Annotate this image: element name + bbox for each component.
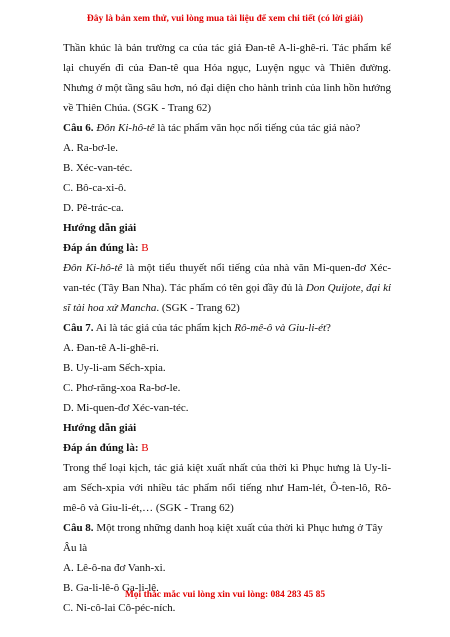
q7-option-a: A. Đan-tê A-li-ghê-ri. — [63, 342, 159, 354]
q6-option-c: C. Bô-ca-xi-ô. — [63, 182, 127, 194]
q6-option-b: B. Xéc-van-téc. — [63, 162, 133, 174]
q6-option-d: D. Pê-trác-ca. — [63, 202, 124, 214]
q7-option-c: C. Phơ-răng-xoa Ra-bơ-le. — [63, 382, 181, 394]
answer-value: B — [141, 242, 149, 254]
question-number: Câu 8. — [63, 522, 94, 534]
q6-answer-line — [63, 238, 391, 258]
question-7 — [63, 318, 391, 338]
work-title: Rô-mê-ô và Giu-li-ét — [234, 322, 327, 334]
work-title: Đôn Ki-hô-tê — [96, 122, 155, 134]
q7-guide-heading: Hướng dẫn giải — [63, 422, 137, 434]
q7-option-b: B. Uy-li-am Sếch-xpia. — [63, 362, 166, 374]
q7-option-d: D. Mi-quen-đơ Xéc-van-téc. — [63, 402, 189, 414]
explanation-tail: . (SGK - Trang 62) — [156, 302, 240, 314]
q7-explanation: Trong thể loại kịch, tác giả kiệt xuất nhất của thời kì Phục hưng là Uy-li-am Sếch-xpia với nhiều tác phẩm nổi tiếng như Ham-lét, Ô-ten-lô, Rô-mê-ô và Giu-li-ét,… (SGK - Trang 62) — [63, 462, 391, 514]
contact-banner: Mọi thắc mắc vui lòng xin vui lòng: 084 283 45 85 — [124, 590, 326, 600]
q6-explanation — [63, 258, 391, 318]
question-text: Ai là tác giả của tác phẩm kịch — [93, 322, 235, 334]
q7-answer-line — [63, 438, 391, 458]
question-number: Câu 6. — [63, 122, 94, 134]
document-body — [63, 38, 391, 618]
explanation-text: là một tiểu thuyết nổi tiếng của nhà văn Mi-quen-đơ Xéc-van-téc (Tây Ban Nha). Tác phẩm có tên gọi đầy đủ là — [63, 262, 391, 294]
work-title: Đôn Ki-hô-tê — [63, 262, 123, 274]
q6-option-a: A. Ra-bơ-le. — [63, 142, 118, 154]
question-text: Một trong những danh hoạ kiệt xuất của thời kì Phục hưng ở Tây Âu là — [63, 522, 383, 554]
q8-option-a: A. Lê-ô-na đơ Vanh-xi. — [63, 562, 166, 574]
preview-banner: Đây là bản xem thử, vui lòng mua tài liệu để xem chi tiết (có lời giải) — [86, 14, 364, 24]
full-title: Don Quijote, đại kỉ sĩ tài hoa xứ Mancha — [63, 282, 392, 314]
q6-guide-heading: Hướng dẫn giải — [63, 222, 137, 234]
intro-paragraph: Thần khúc là bản trường ca của tác giả Đan-tê A-li-ghê-ri. Tác phẩm kể lại chuyến đi của Đan-tê qua Hỏa ngục, Luyện ngục và Thiên đường. Nhưng ở một tầng sâu hơn, nó đại diện cho hành trình của linh hồn hướng về Thiên Chúa. (SGK - Trang 62) — [63, 42, 391, 114]
question-6 — [63, 118, 391, 138]
answer-label: Đáp án đúng là: — [63, 442, 142, 454]
answer-value: B — [141, 442, 149, 454]
q8-option-b: B. Ga-li-lê-ô Ga-li-lê. — [63, 582, 159, 594]
q8-option-c: C. Ni-cô-lai Cô-péc-ních. — [63, 602, 176, 614]
answer-label: Đáp án đúng là: — [63, 242, 142, 254]
question-end: ? — [326, 322, 331, 334]
question-text: là tác phẩm văn học nổi tiếng của tác giả nào? — [154, 122, 361, 134]
question-8 — [63, 518, 391, 558]
question-number: Câu 7. — [63, 322, 94, 334]
